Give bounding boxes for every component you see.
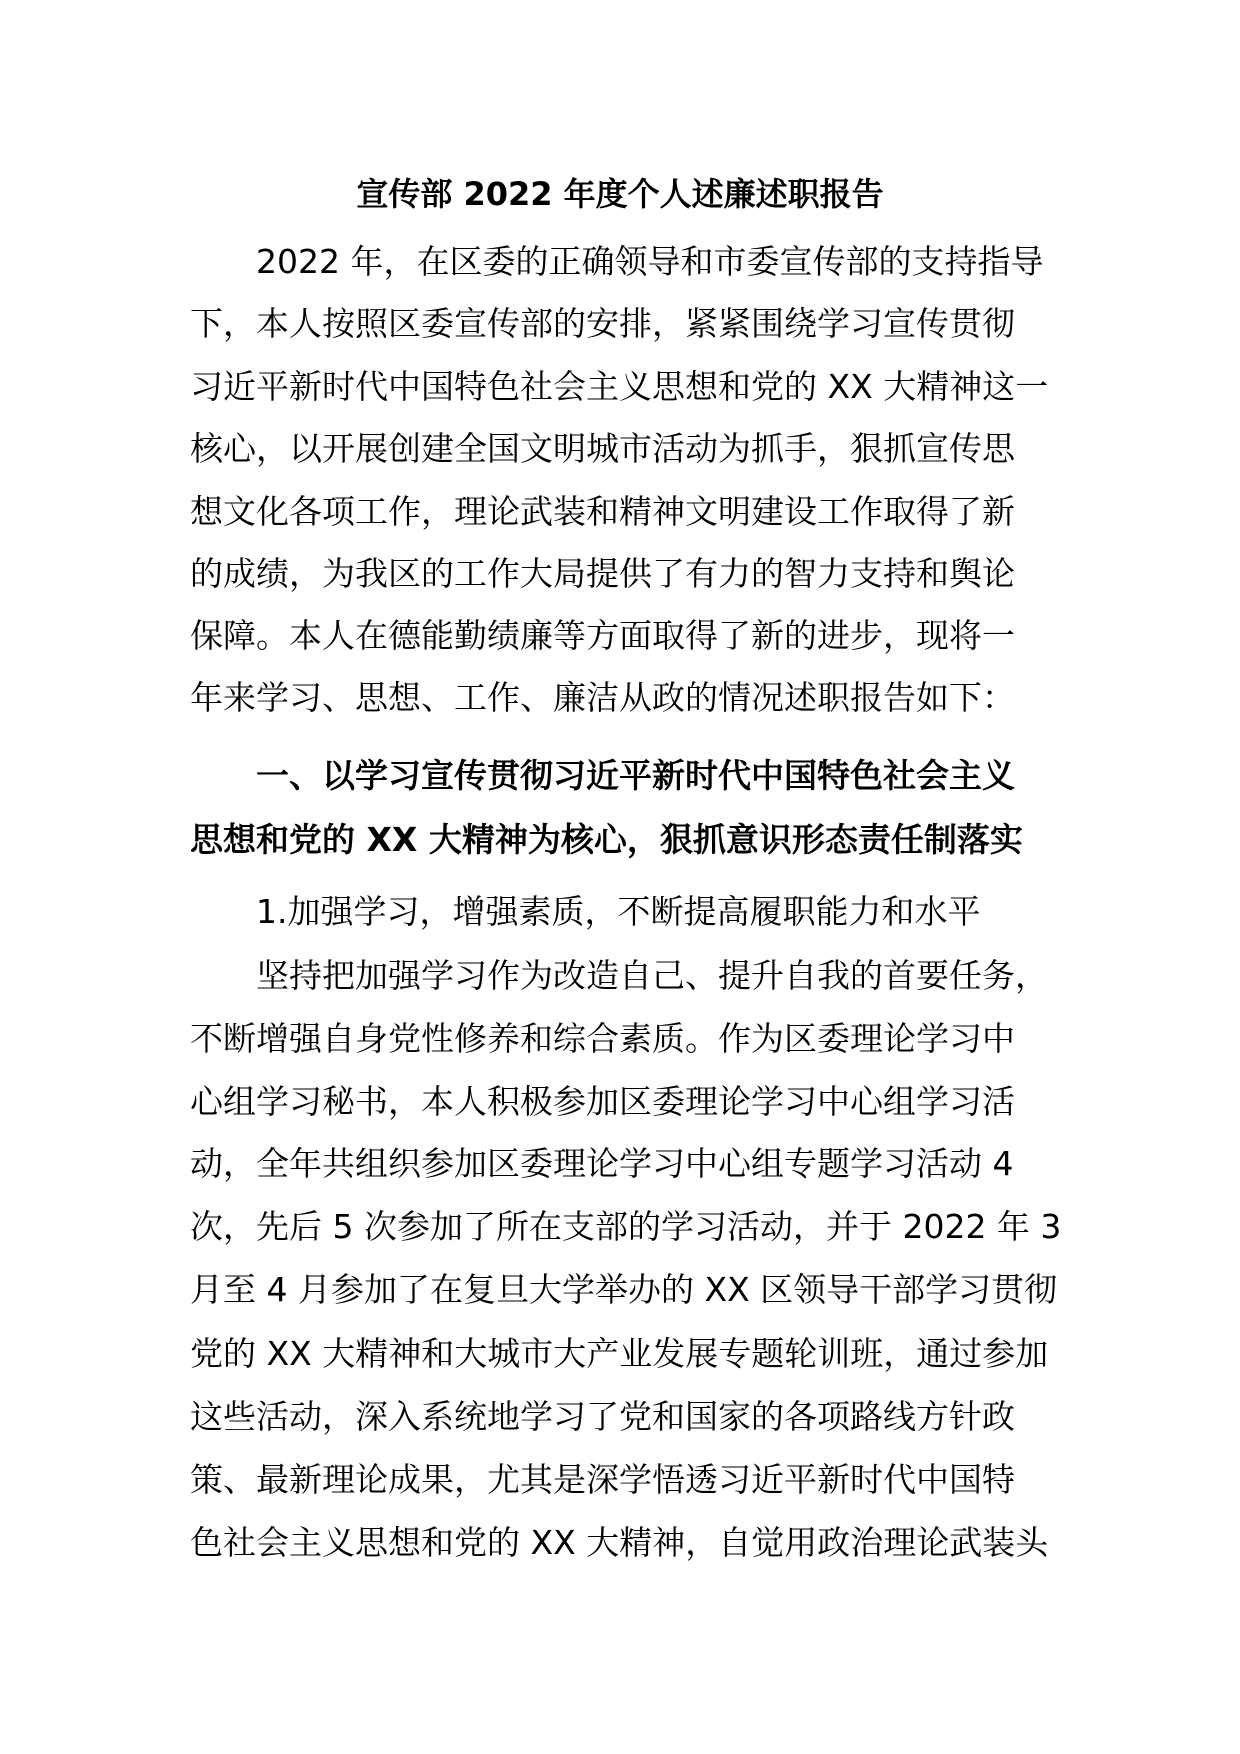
paragraph-line: 策、最新理论成果，尤其是深学悟透习近平新时代中国特 (190, 1460, 1015, 1499)
paragraph-line: 色社会主义思想和党的 XX 大精神，自觉用政治理论武装头 (190, 1523, 1049, 1562)
paragraph-line: 年来学习、思想、工作、廉洁从政的情况述职报告如下： (190, 678, 1015, 717)
paragraph-line: 心组学习秘书，本人积极参加区委理论学习中心组学习活 (190, 1082, 1015, 1121)
paragraph-line: 2022 年，在区委的正确领导和市委宣传部的支持指导 (256, 242, 1044, 281)
paragraph-line: 保障。本人在德能勤绩廉等方面取得了新的进步，现将一 (190, 616, 1015, 655)
paragraph-line: 的成绩，为我区的工作大局提供了有力的智力支持和舆论 (190, 554, 1015, 593)
document-title: 宣传部 2022 年度个人述廉述职报告 (356, 175, 884, 213)
paragraph-line: 想文化各项工作，理论武装和精神文明建设工作取得了新 (190, 492, 1015, 531)
paragraph-line: 核心，以开展创建全国文明城市活动为抓手，狠抓宣传思 (190, 429, 1015, 468)
paragraph-line: 党的 XX 大精神和大城市大产业发展专题轮训班，通过参加 (190, 1334, 1049, 1373)
section-heading-line: 一、以学习宣传贯彻习近平新时代中国特色社会主义 (256, 756, 1015, 795)
paragraph-line: 习近平新时代中国特色社会主义思想和党的 XX 大精神这一 (190, 367, 1049, 406)
paragraph-line: 下，本人按照区委宣传部的安排，紧紧围绕学习宣传贯彻 (190, 304, 1015, 343)
paragraph-line: 次，先后 5 次参加了所在支部的学习活动，并于 2022 年 3 (190, 1207, 1062, 1246)
paragraph-line: 这些活动，深入系统地学习了党和国家的各项路线方针政 (190, 1397, 1015, 1436)
paragraph-line: 动，全年共组织参加区委理论学习中心组专题学习活动 4 (190, 1144, 1014, 1183)
section-heading-line: 思想和党的 XX 大精神为核心，狠抓意识形态责任制落实 (190, 820, 1023, 859)
paragraph-line: 不断增强自身党性修养和综合素质。作为区委理论学习中 (190, 1019, 1015, 1058)
subheading-line: 1.加强学习，增强素质，不断提高履职能力和水平 (256, 892, 981, 931)
paragraph-line: 坚持把加强学习作为改造自己、提升自我的首要任务， (256, 956, 1048, 995)
paragraph-line: 月至 4 月参加了在复旦大学举办的 XX 区领导干部学习贯彻 (190, 1270, 1058, 1309)
